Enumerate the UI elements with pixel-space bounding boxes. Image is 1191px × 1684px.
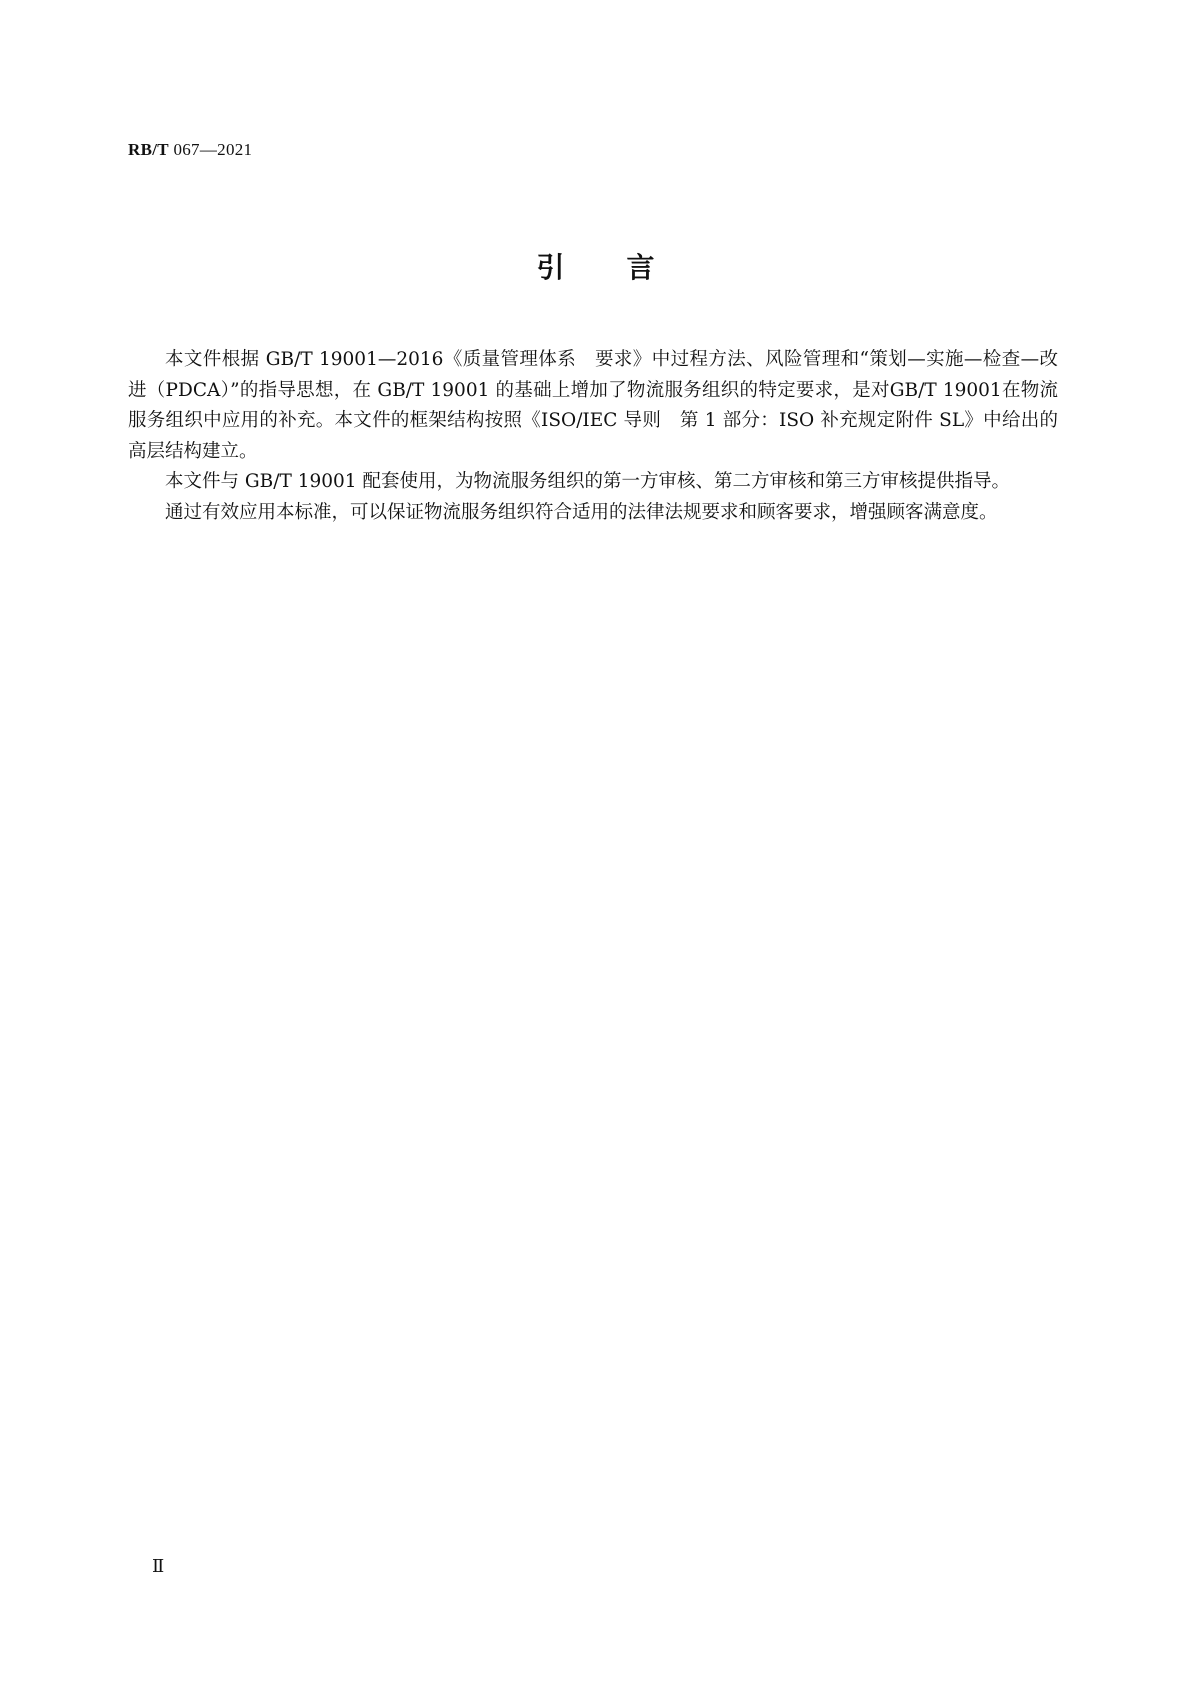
title-char-1: 引 (536, 251, 565, 284)
title-char-2: 言 (626, 251, 655, 284)
standard-code-number: 067—2021 (168, 140, 253, 159)
standard-code (128, 140, 252, 160)
introduction-body (128, 345, 1058, 528)
standard-code-prefix: RB/T (128, 140, 169, 159)
page-title (0, 246, 1191, 286)
paragraph-3: 通过有效应用本标准，可以保证物流服务组织符合适用的法律法规要求和顾客要求，增强顾客满意度。 (165, 501, 998, 523)
paragraph-1: 本文件根据 GB/T 19001—2016《质量管理体系 要求》中过程方法、风险管理和“策划—实施—检查—改进（PDCA）”的指导思想，在 GB/T 19001 的基础上增加了物流服务组织的特定要求，是对GB/T 19001在物流服务组织中应用的补充。本文件的框架结构按照《ISO/IEC 导则 第 1 部分：ISO 补充规定附件 SL》中给出的高层结构建立。 (128, 349, 1058, 462)
paragraph-2: 本文件与 GB/T 19001 配套使用，为物流服务组织的第一方审核、第二方审核和第三方审核提供指导。 (165, 471, 1010, 492)
page-number: Ⅱ (152, 1556, 165, 1576)
